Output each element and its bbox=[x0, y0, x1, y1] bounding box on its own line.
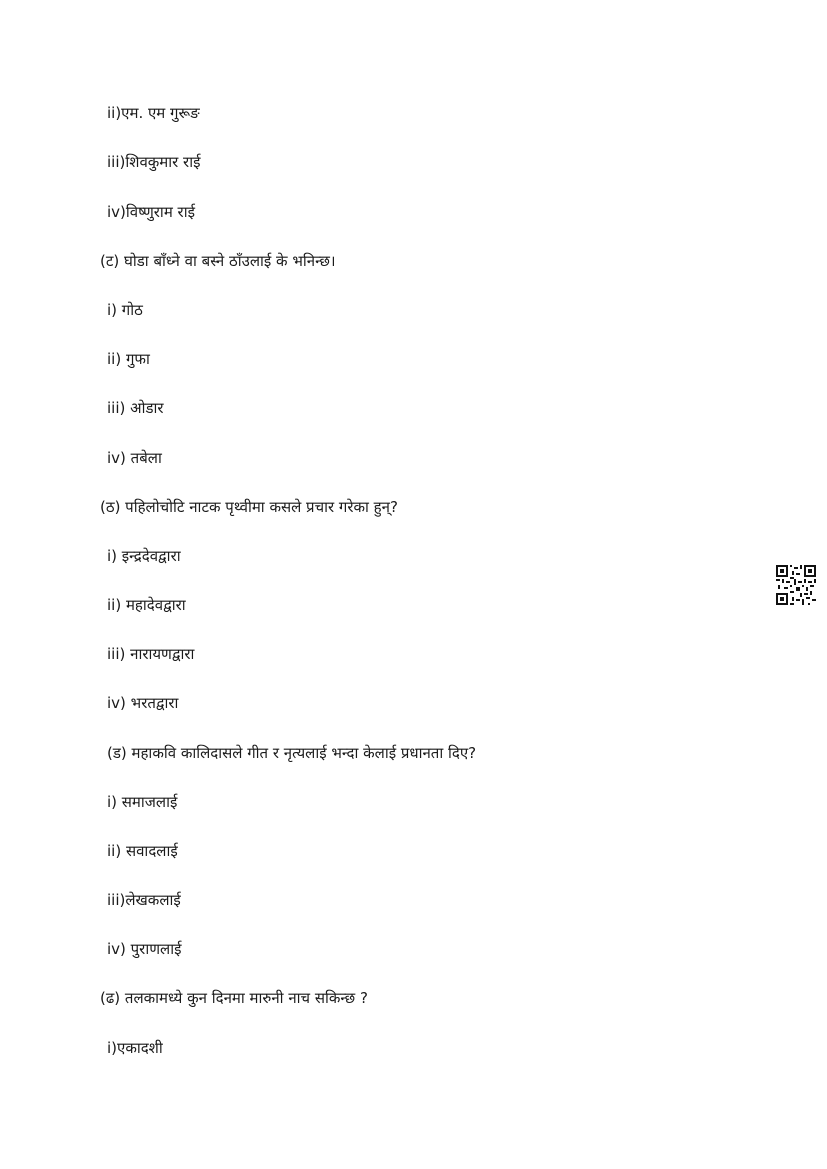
option-line: i) समाजलाई bbox=[107, 793, 178, 811]
option-line: i)एकादशी bbox=[107, 1039, 163, 1057]
option-line: ii) गुफा bbox=[107, 350, 150, 368]
qr-code-icon bbox=[776, 565, 816, 605]
question-line: (ड) महाकवि कालिदासले गीत र नृत्यलाई भन्दा केलाई प्रधानता दिए? bbox=[107, 744, 477, 762]
option-line: iii) ओडार bbox=[107, 399, 164, 417]
question-line: (ठ) पहिलोचोटि नाटक पृथ्वीमा कसले प्रचार गरेका हुन्? bbox=[100, 498, 398, 516]
option-line: iii)लेखकलाई bbox=[107, 891, 181, 909]
option-line: iv) पुराणलाई bbox=[107, 940, 182, 958]
option-line: iv) भरतद्वारा bbox=[107, 694, 179, 712]
option-line: ii) महादेवद्वारा bbox=[107, 596, 186, 614]
option-line: iii)शिवकुमार राई bbox=[107, 153, 201, 171]
option-line: iv) तबेला bbox=[107, 449, 162, 467]
option-line: iii) नारायणद्वारा bbox=[107, 645, 195, 663]
option-line: i) इन्द्रदेवद्वारा bbox=[107, 547, 181, 565]
question-line: (ट) घोडा बाँध्ने वा बस्ने ठाँउलाई के भनिन्छ। bbox=[100, 252, 336, 270]
option-line: iv)विष्णुराम राई bbox=[107, 203, 195, 221]
option-line: ii)एम. एम गुरूङ bbox=[107, 104, 200, 122]
option-line: i) गोठ bbox=[107, 301, 143, 319]
option-line: ii) सवादलाई bbox=[107, 842, 178, 860]
question-line: (ढ) तलकामध्ये कुन दिनमा मारुनी नाच सकिन्छ ? bbox=[100, 989, 368, 1007]
